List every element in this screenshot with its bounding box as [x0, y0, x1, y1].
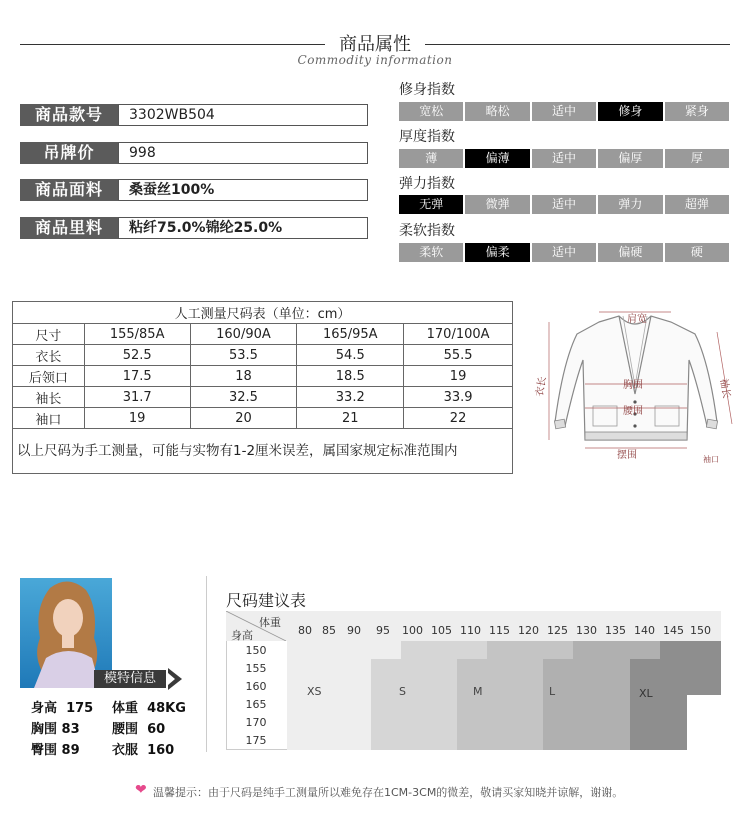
- model-hip: [31, 739, 80, 758]
- table-header-cell: 170/100A: [404, 324, 513, 345]
- weight-tick: 90: [347, 624, 361, 637]
- weight-tick: 140: [634, 624, 655, 637]
- weight-tick: 145: [663, 624, 684, 637]
- table-cell: 18.5: [297, 366, 404, 387]
- attribute-value: 桑蚕丝100%: [118, 179, 368, 201]
- size-label-m: M: [473, 685, 483, 698]
- table-cell: 17.5: [84, 366, 190, 387]
- attribute-label: 商品款号: [20, 104, 118, 126]
- weight-tick: 95: [376, 624, 390, 637]
- model-chest: [31, 718, 80, 737]
- size-label-xl: XL: [639, 687, 653, 700]
- index-option: 略松: [465, 102, 531, 121]
- table-caption: 人工测量尺码表（单位：cm）: [13, 302, 513, 324]
- index-option: 薄: [399, 149, 465, 168]
- height-tick: 165: [245, 698, 267, 711]
- table-cell: 54.5: [297, 345, 404, 366]
- cuff-label: 袖口: [703, 455, 719, 464]
- sleeve-length-label: 袖长: [717, 377, 732, 400]
- index-option: 紧身: [665, 102, 729, 121]
- stat-label: 体重: [112, 701, 139, 716]
- thickness-index-title: 厚度指数: [399, 129, 455, 145]
- index-option-selected: 偏薄: [465, 149, 531, 168]
- table-header-cell: 165/95A: [297, 324, 404, 345]
- table-cell: 袖长: [13, 387, 85, 408]
- attribute-label: 吊牌价: [20, 142, 118, 164]
- table-cell: 18: [190, 366, 297, 387]
- table-row: [13, 366, 513, 387]
- weight-tick: 125: [547, 624, 568, 637]
- index-option: 超弹: [665, 195, 729, 214]
- size-label-xs: XS: [307, 685, 322, 698]
- index-option: 适中: [532, 195, 598, 214]
- model-garment-size: [112, 739, 174, 758]
- table-row: [13, 345, 513, 366]
- chest-label: 胸围: [623, 380, 643, 391]
- height-tick: 155: [245, 662, 267, 675]
- height-tick: 170: [245, 716, 267, 729]
- section-subtitle: Commodity information: [297, 53, 453, 67]
- table-cell: 19: [404, 366, 513, 387]
- index-option-selected: 无弹: [399, 195, 465, 214]
- attribute-label: 商品里料: [20, 217, 118, 239]
- footer-notice: 温馨提示：由于尺码是纯手工测量所以难免存在1CM-3CM的微差，敬请买家知晓并谅解，谢谢。: [153, 786, 624, 799]
- stat-label: 胸围: [31, 722, 58, 737]
- size-chart-title: 尺码建议表: [226, 591, 307, 610]
- stat-value: 175: [66, 701, 94, 716]
- index-option: 适中: [532, 149, 598, 168]
- table-row: [13, 387, 513, 408]
- table-cell: 19: [84, 408, 190, 429]
- table-header-cell: 155/85A: [84, 324, 190, 345]
- thickness-index-bar: [399, 149, 729, 168]
- index-option: 硬: [665, 243, 729, 262]
- model-info-badge: 模特信息: [94, 670, 166, 688]
- attribute-value: 3302WB504: [118, 104, 368, 126]
- table-cell: 31.7: [84, 387, 190, 408]
- fit-index-bar: [399, 102, 729, 121]
- weight-tick: 150: [690, 624, 711, 637]
- weight-tick: 110: [460, 624, 481, 637]
- stat-label: 衣服: [112, 743, 139, 758]
- size-label-s: S: [399, 685, 406, 698]
- index-option: 弹力: [598, 195, 664, 214]
- stat-label: 臀围: [31, 743, 58, 758]
- attribute-value: 粘纤75.0%锦纶25.0%: [118, 217, 368, 239]
- stat-value: 48KG: [147, 701, 186, 716]
- table-cell: 20: [190, 408, 297, 429]
- index-option: 厚: [665, 149, 729, 168]
- table-cell: 22: [404, 408, 513, 429]
- table-cell: 52.5: [84, 345, 190, 366]
- table-row: [13, 408, 513, 429]
- index-option: 宽松: [399, 102, 465, 121]
- table-cell: 衣长: [13, 345, 85, 366]
- stat-value: 160: [147, 743, 175, 758]
- index-option-selected: 修身: [598, 102, 664, 121]
- height-tick: 150: [245, 644, 267, 657]
- index-option: 柔软: [399, 243, 465, 262]
- height-corner-label: 身高: [231, 629, 253, 642]
- index-option: 适中: [532, 102, 598, 121]
- stat-value: 89: [61, 743, 80, 758]
- stat-value: 60: [147, 722, 166, 737]
- table-header-row: [13, 324, 513, 345]
- stat-label: 身高: [31, 701, 58, 716]
- heart-icon: ❤: [135, 782, 147, 798]
- table-cell: 33.9: [404, 387, 513, 408]
- stat-value: 83: [61, 722, 80, 737]
- model-height: [31, 697, 93, 716]
- body-length-label: 衣长: [534, 375, 549, 398]
- table-header-cell: 尺寸: [13, 324, 85, 345]
- index-option: 偏硬: [598, 243, 664, 262]
- softness-index-title: 柔软指数: [399, 223, 455, 239]
- table-cell: 33.2: [297, 387, 404, 408]
- attribute-row-price: [20, 142, 368, 164]
- model-waist: [112, 718, 165, 737]
- index-option: 微弹: [465, 195, 531, 214]
- weight-tick: 135: [605, 624, 626, 637]
- attribute-value: 998: [118, 142, 368, 164]
- sweater-diagram: [527, 302, 747, 467]
- weight-tick: 85: [322, 624, 336, 637]
- shoulder-label: 肩宽: [627, 314, 647, 325]
- weight-tick: 80: [298, 624, 312, 637]
- height-tick: 175: [245, 734, 267, 747]
- attribute-row-style-no: [20, 104, 368, 126]
- weight-tick: 115: [489, 624, 510, 637]
- table-cell: 袖口: [13, 408, 85, 429]
- waist-label: 腰围: [623, 406, 643, 417]
- section-title: 商品属性: [339, 34, 411, 55]
- table-cell: 53.5: [190, 345, 297, 366]
- hem-label: 摆围: [617, 450, 637, 461]
- softness-index-bar: [399, 243, 729, 262]
- weight-tick: 100: [402, 624, 423, 637]
- index-option-selected: 偏柔: [465, 243, 531, 262]
- attribute-row-fabric: [20, 179, 368, 201]
- arrow-right-icon: [168, 668, 182, 690]
- elasticity-index-bar: [399, 195, 729, 214]
- index-option: 适中: [532, 243, 598, 262]
- size-band-xs: [287, 641, 371, 750]
- fit-index-title: 修身指数: [399, 82, 455, 98]
- table-note: 以上尺码为手工测量，可能与实物有1-2厘米误差，属国家规定标准范围内: [13, 429, 513, 474]
- weight-tick: 105: [431, 624, 452, 637]
- height-tick: 160: [245, 680, 267, 693]
- stat-label: 腰围: [112, 722, 139, 737]
- attribute-label: 商品面料: [20, 179, 118, 201]
- size-staircase: [287, 641, 721, 750]
- vertical-divider: [206, 576, 207, 752]
- model-weight: [112, 697, 186, 716]
- attribute-row-lining: [20, 217, 368, 239]
- table-header-cell: 160/90A: [190, 324, 297, 345]
- elasticity-index-title: 弹力指数: [399, 176, 455, 192]
- index-option: 偏厚: [598, 149, 664, 168]
- table-cell: 32.5: [190, 387, 297, 408]
- measurement-table: [12, 301, 513, 474]
- weight-tick: 120: [518, 624, 539, 637]
- table-cell: 后领口: [13, 366, 85, 387]
- table-cell: 21: [297, 408, 404, 429]
- weight-tick: 130: [576, 624, 597, 637]
- weight-corner-label: 体重: [259, 616, 281, 629]
- size-label-l: L: [549, 685, 556, 698]
- table-cell: 55.5: [404, 345, 513, 366]
